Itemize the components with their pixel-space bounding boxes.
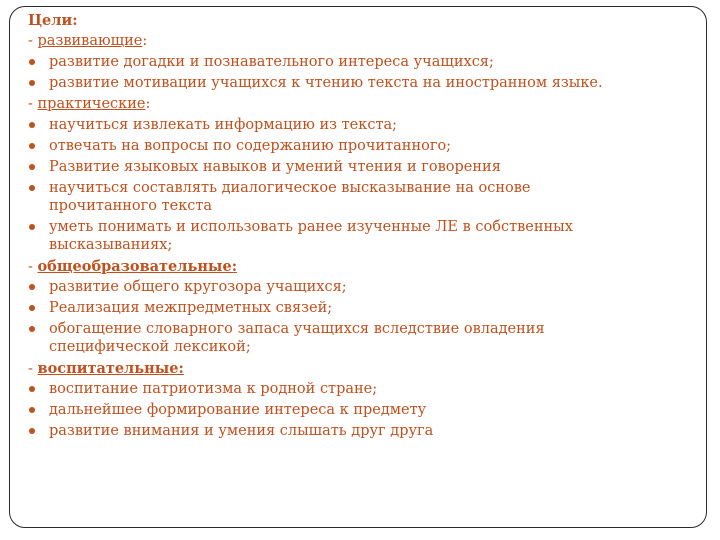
bullet-icon bbox=[29, 59, 35, 65]
list-item-text: Развитие языковых навыков и умений чтения и говорения bbox=[49, 159, 501, 175]
bullet-icon bbox=[29, 185, 35, 191]
bullet-icon bbox=[29, 164, 35, 170]
section-heading-general-education bbox=[28, 256, 698, 277]
list-item bbox=[28, 73, 698, 94]
list-item-text: воспитание патриотизма к родной стране; bbox=[49, 381, 378, 397]
list-item-text: отвечать на вопросы по содержанию прочитанного; bbox=[49, 138, 452, 154]
list-item bbox=[28, 115, 698, 136]
list-item bbox=[28, 52, 698, 73]
list-item-text: развитие общего кругозора учащихся; bbox=[49, 279, 347, 295]
section-list-practical bbox=[28, 115, 698, 256]
list-item bbox=[28, 136, 698, 157]
section-heading-practical bbox=[28, 94, 698, 115]
bullet-icon bbox=[29, 284, 35, 290]
list-item-text: развитие внимания и умения слышать друг друга bbox=[49, 423, 434, 439]
section-list-upbringing bbox=[28, 379, 698, 442]
list-item bbox=[28, 319, 698, 358]
section-suffix: : bbox=[142, 33, 148, 49]
list-item-text: обогащение словарного запаса учащихся вследствие овладения специфической лексикой; bbox=[49, 321, 545, 355]
bullet-icon bbox=[29, 326, 35, 332]
bullet-icon bbox=[29, 428, 35, 434]
bullet-icon bbox=[29, 80, 35, 86]
list-item bbox=[28, 178, 698, 217]
section-name: воспитательные: bbox=[37, 360, 184, 377]
bullet-icon bbox=[29, 122, 35, 128]
section-name: практические bbox=[37, 96, 146, 112]
list-item-text: дальнейшее формирование интереса к предмету bbox=[49, 402, 427, 418]
list-item bbox=[28, 379, 698, 400]
bullet-icon bbox=[29, 407, 35, 413]
list-item bbox=[28, 157, 698, 178]
goals-content bbox=[28, 10, 698, 442]
section-heading-upbringing bbox=[28, 358, 698, 379]
list-item-text: научиться извлекать информацию из текста; bbox=[49, 117, 397, 133]
list-item bbox=[28, 277, 698, 298]
list-item-text: Реализация межпредметных связей; bbox=[49, 300, 333, 316]
section-name: развивающие bbox=[37, 33, 143, 49]
list-item bbox=[28, 421, 698, 442]
bullet-icon bbox=[29, 224, 35, 230]
list-item-text: научиться составлять диалогическое высказывание на основе прочитанного текста bbox=[49, 180, 531, 214]
section-dash: - bbox=[28, 361, 38, 377]
section-list-general-education bbox=[28, 277, 698, 358]
section-heading-developing bbox=[28, 31, 698, 52]
section-dash: - bbox=[28, 96, 38, 112]
section-dash: - bbox=[28, 33, 38, 49]
list-item-text: развитие догадки и познавательного интереса учащихся; bbox=[49, 54, 494, 70]
list-item-text: развитие мотивации учащихся к чтению текста на иностранном языке. bbox=[49, 75, 603, 91]
list-item bbox=[28, 217, 698, 256]
bullet-icon bbox=[29, 386, 35, 392]
section-list-developing bbox=[28, 52, 698, 94]
bullet-icon bbox=[29, 143, 35, 149]
goals-title: Цели: bbox=[28, 12, 78, 29]
section-suffix: : bbox=[145, 96, 151, 112]
list-item bbox=[28, 400, 698, 421]
list-item-text: уметь понимать и использовать ранее изученные ЛЕ в собственных высказываниях; bbox=[49, 219, 573, 253]
section-name: общеобразовательные: bbox=[37, 258, 238, 275]
bullet-icon bbox=[29, 305, 35, 311]
list-item bbox=[28, 298, 698, 319]
section-dash: - bbox=[28, 259, 38, 275]
